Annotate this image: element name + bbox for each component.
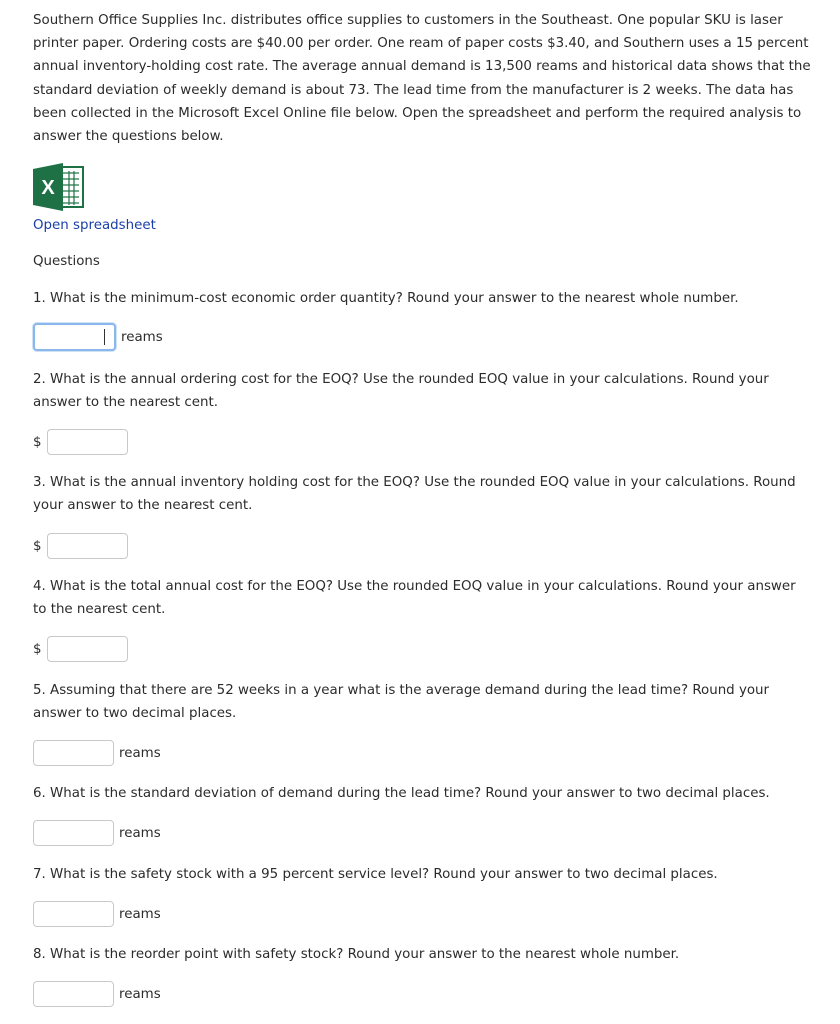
question-7-text: 7. What is the safety stock with a 95 percent service level? Round your answer to two decimal places.	[33, 867, 718, 882]
unit-label-6: reams	[119, 825, 161, 841]
answer-input-3[interactable]	[47, 533, 128, 559]
question-3-text: 3. What is the annual inventory holding cost for the EOQ? Use the rounded EOQ value in your calculations. Round your answer to the nearest cent.	[33, 475, 796, 514]
answer-input-6[interactable]	[33, 820, 114, 846]
answer-input-4[interactable]	[47, 636, 128, 662]
excel-icon-letter: X	[41, 177, 55, 199]
answer-row-4	[33, 636, 128, 662]
unit-label-7: reams	[119, 906, 161, 922]
question-5-text: 5. Assuming that there are 52 weeks in a year what is the average demand during the lead time? Round your answer to two decimal places.	[33, 683, 770, 722]
answer-row-5	[33, 740, 161, 766]
answer-input-7[interactable]	[33, 901, 114, 927]
answer-row-3	[33, 533, 128, 559]
dollar-prefix-2: $	[33, 434, 42, 450]
answer-row-8	[33, 981, 161, 1007]
dollar-prefix-4: $	[33, 641, 42, 657]
unit-label-5: reams	[119, 745, 161, 761]
answer-input-2[interactable]	[47, 429, 128, 455]
question-6-text: 6. What is the standard deviation of demand during the lead time? Round your answer to two decimal places.	[33, 786, 770, 801]
answer-input-5[interactable]	[33, 740, 114, 766]
answer-row-2	[33, 429, 128, 455]
dollar-prefix-3: $	[33, 538, 42, 554]
excel-icon[interactable]	[33, 163, 85, 211]
question-2-text: 2. What is the annual ordering cost for the EOQ? Use the rounded EOQ value in your calculations. Round your answer to the nearest cent.	[33, 372, 769, 411]
question-8-text: 8. What is the reorder point with safety stock? Round your answer to the nearest whole number.	[33, 947, 680, 962]
answer-row-1	[33, 324, 163, 350]
problem-statement: Southern Office Supplies Inc. distributes office supplies to customers in the Southeast. One popular SKU is laser printer paper. Ordering costs are $40.00 per order. One ream of paper costs $3.40, and Southern uses a 15 percent annual inventory-holding cost rate. The average annual demand is 13,500 reams and historical data shows that the standard deviation of weekly demand is about 73. The lead time from the manufacturer is 2 weeks. The data has been collected in the Microsoft Excel Online file below. Open the spreadsheet and perform the required analysis to answer the questions below.	[33, 13, 811, 145]
unit-label-1: reams	[121, 329, 163, 345]
questions-heading: Questions	[33, 254, 100, 269]
unit-label-8: reams	[119, 986, 161, 1002]
open-spreadsheet-link[interactable]: Open spreadsheet	[33, 218, 156, 233]
question-1-text: 1. What is the minimum-cost economic order quantity? Round your answer to the nearest whole number.	[33, 291, 739, 306]
text-caret	[104, 329, 105, 345]
question-4-text: 4. What is the total annual cost for the EOQ? Use the rounded EOQ value in your calculations. Round your answer to the nearest cent.	[33, 579, 796, 618]
answer-input-8[interactable]	[33, 981, 114, 1007]
answer-row-7	[33, 901, 161, 927]
answer-row-6	[33, 820, 161, 846]
